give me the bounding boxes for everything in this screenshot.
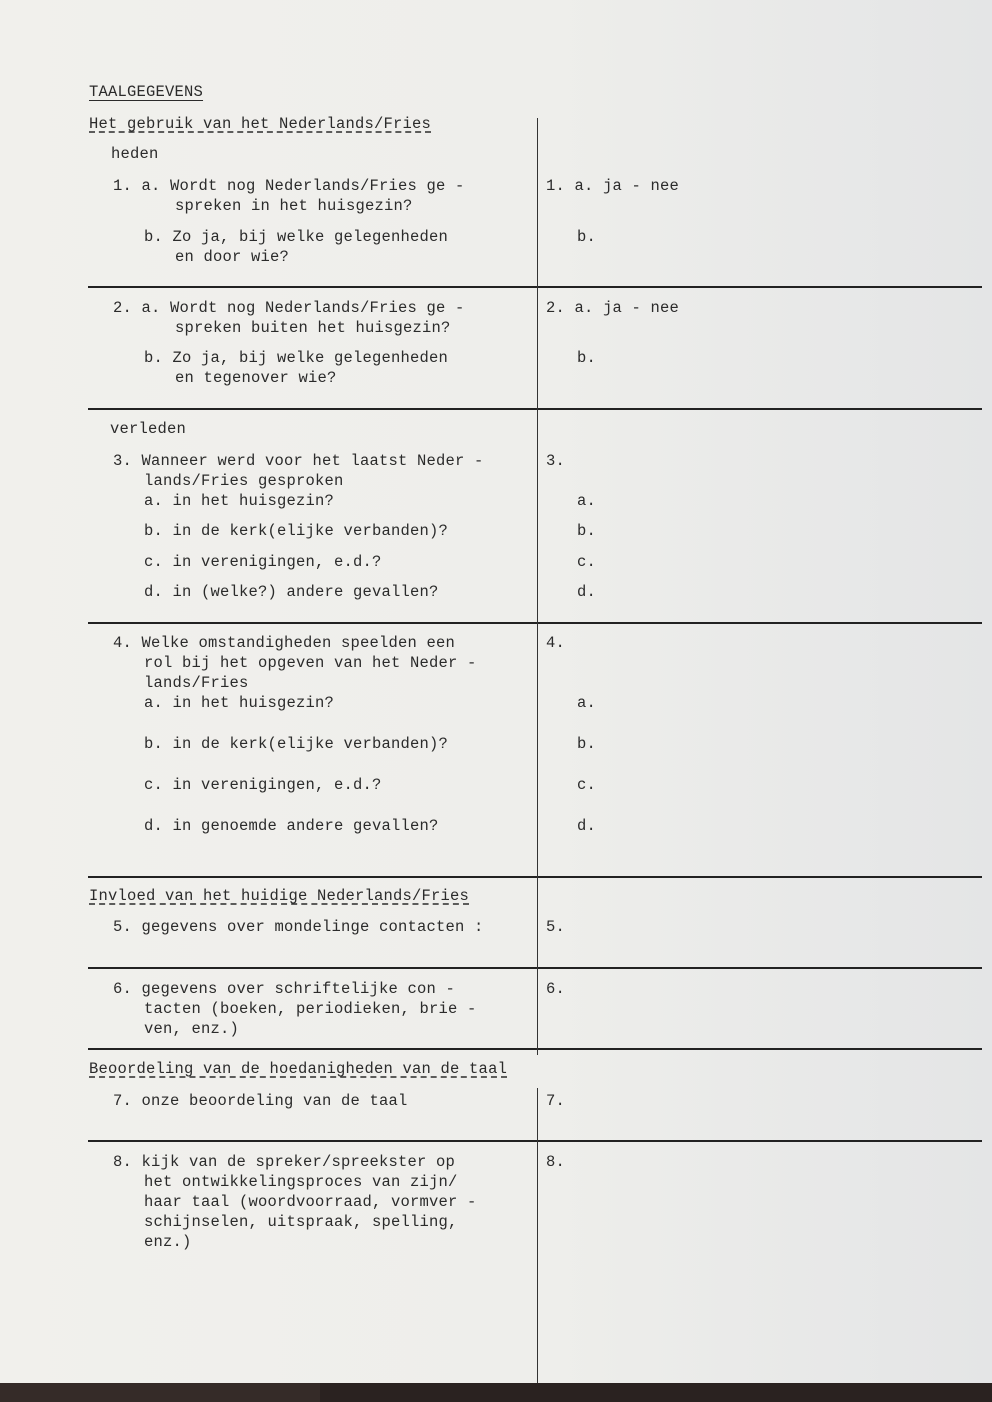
question-4-cont-2: lands/Fries — [144, 674, 249, 692]
question-4b: b. in de kerk(elijke verbanden)? — [144, 735, 449, 753]
question-6: 6. gegevens over schriftelijke con - — [113, 980, 456, 998]
answer-4[interactable]: 4. — [546, 634, 566, 652]
question-7: 7. onze beoordeling van de taal — [113, 1092, 408, 1110]
question-4: 4. Welke omstandigheden speelden een — [113, 634, 456, 652]
subheading-present: heden — [111, 145, 159, 163]
question-8-cont-3: schijnselen, uitspraak, spelling, — [144, 1213, 458, 1231]
question-3: 3. Wanneer werd voor het laatst Neder - — [113, 452, 484, 470]
answer-3a[interactable]: a. — [577, 492, 597, 510]
question-8-cont-4: enz.) — [144, 1233, 192, 1251]
answer-8[interactable]: 8. — [546, 1153, 566, 1171]
question-2a: 2. a. Wordt nog Nederlands/Fries ge - — [113, 299, 465, 317]
row-divider — [88, 408, 982, 410]
column-divider — [537, 1088, 538, 1383]
answer-6[interactable]: 6. — [546, 980, 566, 998]
row-divider — [88, 876, 982, 878]
question-2b-cont: en tegenover wie? — [175, 369, 337, 387]
answer-3c[interactable]: c. — [577, 553, 597, 571]
question-3a: a. in het huisgezin? — [144, 492, 335, 510]
section-heading-influence: Invloed van het huidige Nederlands/Fries — [89, 887, 470, 905]
answer-3[interactable]: 3. — [546, 452, 566, 470]
question-4a: a. in het huisgezin? — [144, 694, 335, 712]
row-divider — [88, 622, 982, 624]
answer-4b[interactable]: b. — [577, 735, 597, 753]
question-3c: c. in verenigingen, e.d.? — [144, 553, 382, 571]
section-heading-assessment: Beoordeling van de hoedanigheden van de taal — [89, 1060, 508, 1078]
answer-4a[interactable]: a. — [577, 694, 597, 712]
answer-5[interactable]: 5. — [546, 918, 566, 936]
answer-1a[interactable]: 1. a. ja - nee — [546, 177, 680, 195]
answer-1b[interactable]: b. — [577, 228, 597, 246]
answer-3b[interactable]: b. — [577, 522, 597, 540]
question-5: 5. gegevens over mondelinge contacten : — [113, 918, 484, 936]
row-divider — [88, 1140, 982, 1142]
answer-4c[interactable]: c. — [577, 776, 597, 794]
answer-4d[interactable]: d. — [577, 817, 597, 835]
question-8: 8. kijk van de spreker/spreekster op — [113, 1153, 456, 1171]
question-1a: 1. a. Wordt nog Nederlands/Fries ge - — [113, 177, 465, 195]
question-6-cont-2: ven, enz.) — [144, 1020, 240, 1038]
row-divider — [88, 967, 982, 969]
answer-3d[interactable]: d. — [577, 583, 597, 601]
question-4c: c. in verenigingen, e.d.? — [144, 776, 382, 794]
answer-2b[interactable]: b. — [577, 349, 597, 367]
row-divider — [88, 1048, 982, 1050]
question-6-cont-1: tacten (boeken, periodieken, brie - — [144, 1000, 477, 1018]
question-1b-cont: en door wie? — [175, 248, 290, 266]
question-1b: b. Zo ja, bij welke gelegenheden — [144, 228, 449, 246]
question-3d: d. in (welke?) andere gevallen? — [144, 583, 439, 601]
question-3b: b. in de kerk(elijke verbanden)? — [144, 522, 449, 540]
document-title: TAALGEGEVENS — [89, 83, 204, 101]
subheading-past: verleden — [110, 420, 187, 438]
question-8-cont-1: het ontwikkelingsproces van zijn/ — [144, 1173, 458, 1191]
question-4d: d. in genoemde andere gevallen? — [144, 817, 439, 835]
question-4-cont-1: rol bij het opgeven van het Neder - — [144, 654, 477, 672]
question-8-cont-2: haar taal (woordvoorraad, vormver - — [144, 1193, 477, 1211]
question-2a-cont: spreken buiten het huisgezin? — [175, 319, 451, 337]
answer-7[interactable]: 7. — [546, 1092, 566, 1110]
question-3-cont: lands/Fries gesproken — [144, 472, 344, 490]
question-2b: b. Zo ja, bij welke gelegenheden — [144, 349, 449, 367]
scan-background — [0, 1383, 320, 1402]
column-divider — [537, 884, 538, 1055]
row-divider — [88, 286, 982, 288]
question-1a-cont: spreken in het huisgezin? — [175, 197, 413, 215]
column-divider — [537, 118, 538, 886]
answer-2a[interactable]: 2. a. ja - nee — [546, 299, 680, 317]
section-heading-usage: Het gebruik van het Nederlands/Fries — [89, 115, 432, 133]
